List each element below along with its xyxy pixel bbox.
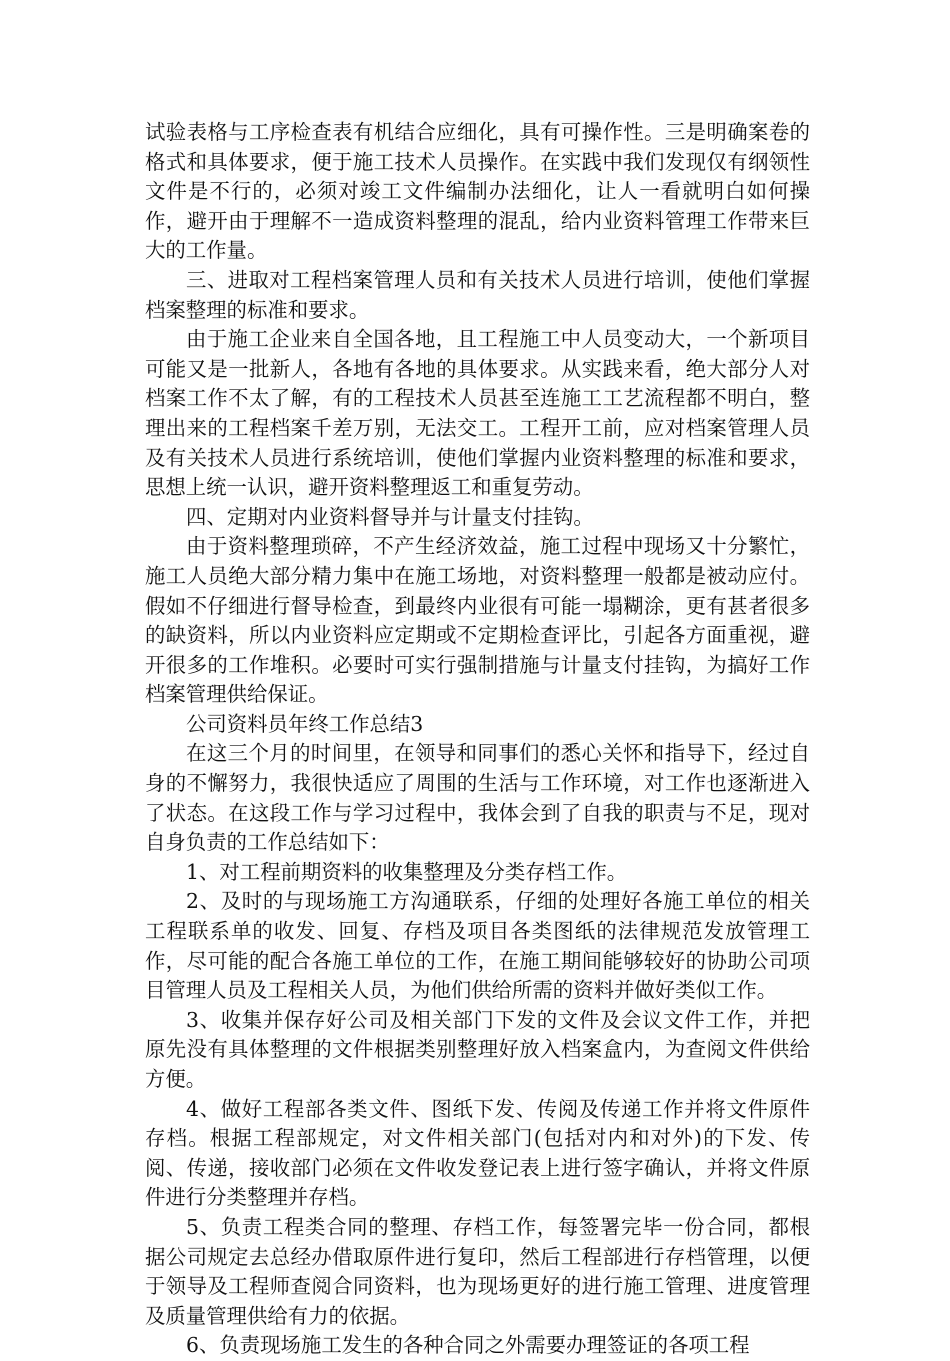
- paragraph: 试验表格与工序检查表有机结合应细化，具有可操作性。三是明确案卷的格式和具体要求，便于施工技术人员操作。在实践中我们发现仅有纲领性文件是不行的，必须对竣工文件编制办法细化，让人一看就明白如何操作，避开由于理解不一造成资料整理的混乱，给内业资料管理工作带来巨大的工作量。: [145, 120, 810, 263]
- document-body: [145, 118, 810, 1361]
- paragraph: 在这三个月的时间里，在领导和同事们的悉心关怀和指导下，经过自身的不懈努力，我很快适应了周围的生活与工作环境，对工作也逐渐进入了状态。在这段工作与学习过程中，我体会到了自我的职责与不足，现对自身负责的工作总结如下：: [145, 741, 810, 855]
- section-heading: 三、进取对工程档案管理人员和有关技术人员进行培训，使他们掌握档案整理的标准和要求。: [145, 267, 810, 322]
- document-subtitle: 公司资料员年终工作总结3: [186, 711, 424, 736]
- list-item: 2、及时的与现场施工方沟通联系，仔细的处理好各施工单位的相关工程联系单的收发、回复、存档及项目各类图纸的法律规范发放管理工作，尽可能的配合各施工单位的工作，在施工期间能够较好的协助公司项目管理人员及工程相关人员，为他们供给所需的资料并做好类似工作。: [145, 889, 810, 1003]
- list-item: 1、对工程前期资料的收集整理及分类存档工作。: [186, 859, 628, 884]
- list-item: 6、负责现场施工发生的各种合同之外需要办理签证的各项工程: [186, 1333, 750, 1358]
- list-item: 5、负责工程类合同的整理、存档工作，每签署完毕一份合同，都根据公司规定去总经办借取原件进行复印，然后工程部进行存档管理，以便于领导及工程师查阅合同资料，也为现场更好的进行施工管理、进度管理及质量管理供给有力的依据。: [145, 1214, 810, 1328]
- section-heading: 四、定期对内业资料督导并与计量支付挂钩。: [186, 504, 594, 529]
- paragraph: 由于资料整理琐碎，不产生经济效益，施工过程中现场又十分繁忙，施工人员绝大部分精力集中在施工场地，对资料整理一般都是被动应付。假如不仔细进行督导检查，到最终内业很有可能一塌糊涂，更有甚者很多的缺资料，所以内业资料应定期或不定期检查评比，引起各方面重视，避开很多的工作堆积。必要时可实行强制措施与计量支付挂钩，为搞好工作档案管理供给保证。: [145, 534, 810, 707]
- list-item: 4、做好工程部各类文件、图纸下发、传阅及传递工作并将文件原件存档。根据工程部规定，对文件相关部门(包括对内和对外)的下发、传阅、传递，接收部门必须在文件收发登记表上进行签字确认，并将文件原件进行分类整理并存档。: [145, 1096, 810, 1210]
- list-item: 3、收集并保存好公司及相关部门下发的文件及会议文件工作，并把原先没有具体整理的文件根据类别整理好放入档案盒内，为查阅文件供给方便。: [145, 1007, 810, 1091]
- paragraph: 由于施工企业来自全国各地，且工程施工中人员变动大，一个新项目可能又是一批新人，各地有各地的具体要求。从实践来看，绝大部分人对档案工作不太了解，有的工程技术人员甚至连施工工艺流程都不明白，整理出来的工程档案千差万别，无法交工。工程开工前，应对档案管理人员及有关技术人员进行系统培训，使他们掌握内业资料整理的标准和要求，思想上统一认识，避开资料整理返工和重复劳动。: [145, 327, 810, 500]
